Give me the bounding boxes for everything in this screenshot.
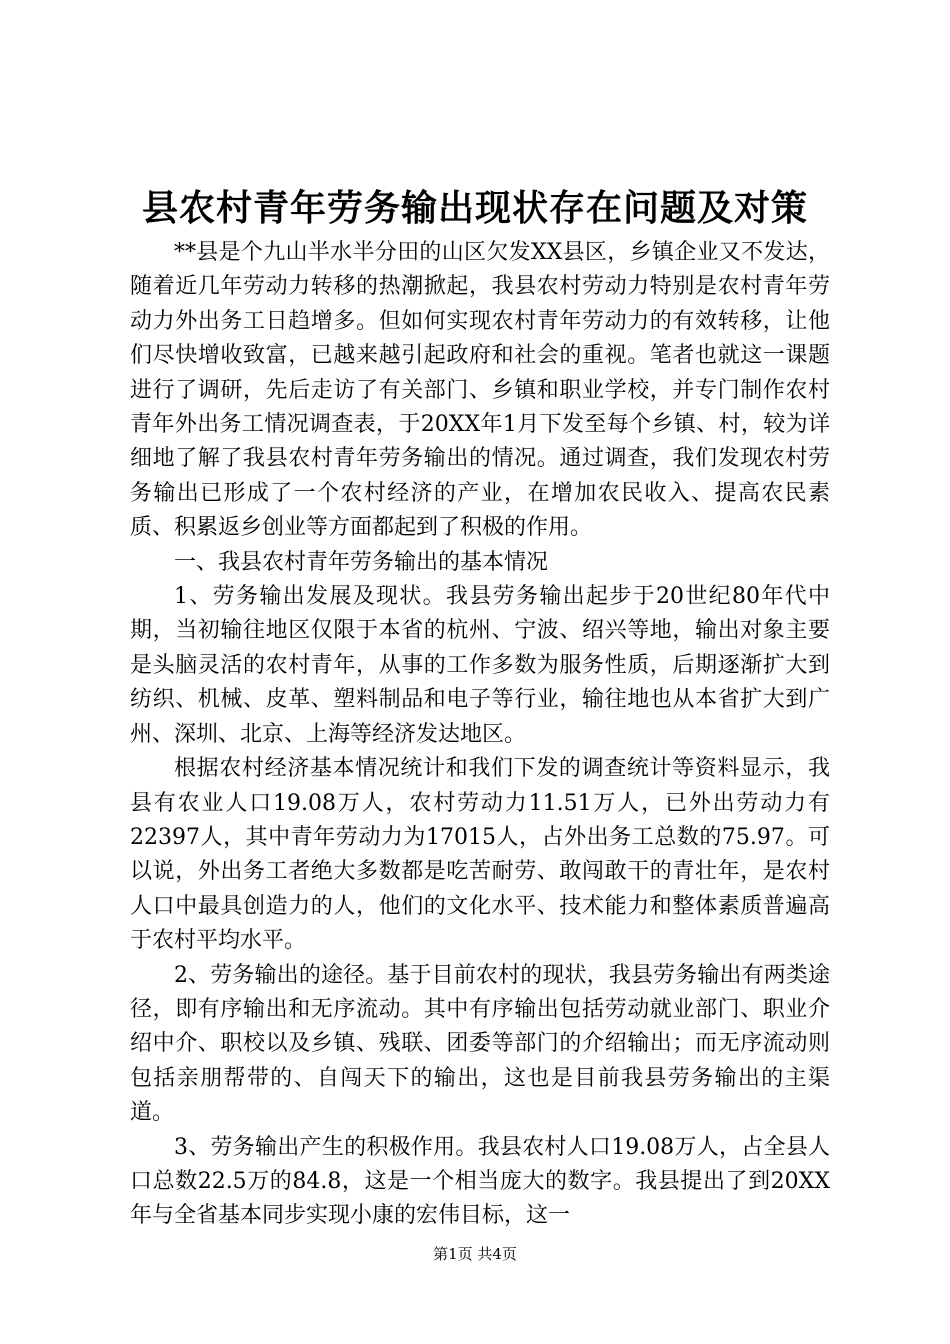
section-heading-basic-situation: 一、我县农村青年劳务输出的基本情况 bbox=[174, 549, 549, 575]
paragraph-positive-effects: 3、劳务输出产生的积极作用。我县农村人口19.08万人，占全县人口总数22.5万的84.8，这是一个相当庞大的数字。我县提出了到20XX年与全省基本同步实现小康的宏伟目标，这一 bbox=[130, 1134, 830, 1229]
document-title: 县农村青年劳务输出现状存在问题及对策 bbox=[141, 187, 808, 229]
paragraph-development-status: 1、劳务输出发展及现状。我县劳务输出起步于20世纪80年代中期，当初输往地区仅限于本省的杭州、宁波、绍兴等地，输出对象主要是头脑灵活的农村青年，从事的工作多数为服务性质，后期逐渐扩大到纺织、机械、皮革、塑料制品和电子等行业，输往地也从本省扩大到广州、深圳、北京、上海等经济发达地区。 bbox=[130, 584, 830, 747]
paragraph-statistics: 根据农村经济基本情况统计和我们下发的调查统计等资料显示，我县有农业人口19.08万人，农村劳动力11.51万人，已外出劳动力有22397人，其中青年劳动力为17015人，占外出务工总数的75.97。可以说，外出务工者绝大多数都是吃苦耐劳、敢闯敢干的青壮年，是农村人口中最具创造力的人，他们的文化水平、技术能力和整体素质普遍高于农村平均水平。 bbox=[130, 756, 830, 954]
paragraph-export-channels: 2、劳务输出的途径。基于目前农村的现状，我县劳务输出有两类途径，即有序输出和无序流动。其中有序输出包括劳动就业部门、职业介绍中介、职校以及乡镇、残联、团委等部门的介绍输出；而无序流动则包括亲朋帮带的、自闯天下的输出，这也是目前我县劳务输出的主渠道。 bbox=[130, 962, 830, 1126]
page-number-footer: 第1页 共4页 bbox=[433, 1245, 517, 1263]
document-body bbox=[130, 236, 830, 1234]
paragraph-intro: **县是个九山半水半分田的山区欠发XX县区，乡镇企业又不发达，随着近几年劳动力转移的热潮掀起，我县农村劳动力特别是农村青年劳动力外出务工日趋增多。但如何实现农村青年劳动力的有效转移，让他们尽快增收致富，已越来越引起政府和社会的重视。笔者也就这一课题进行了调研，先后走访了有关部门、乡镇和职业学校，并专门制作农村青年外出务工情况调查表，于20XX年1月下发至每个乡镇、村，较为详细地了解了我县农村青年劳务输出的情况。通过调查，我们发现农村劳务输出已形成了一个农村经济的产业，在增加农民收入、提高农民素质、积累返乡创业等方面都起到了积极的作用。 bbox=[130, 240, 830, 541]
